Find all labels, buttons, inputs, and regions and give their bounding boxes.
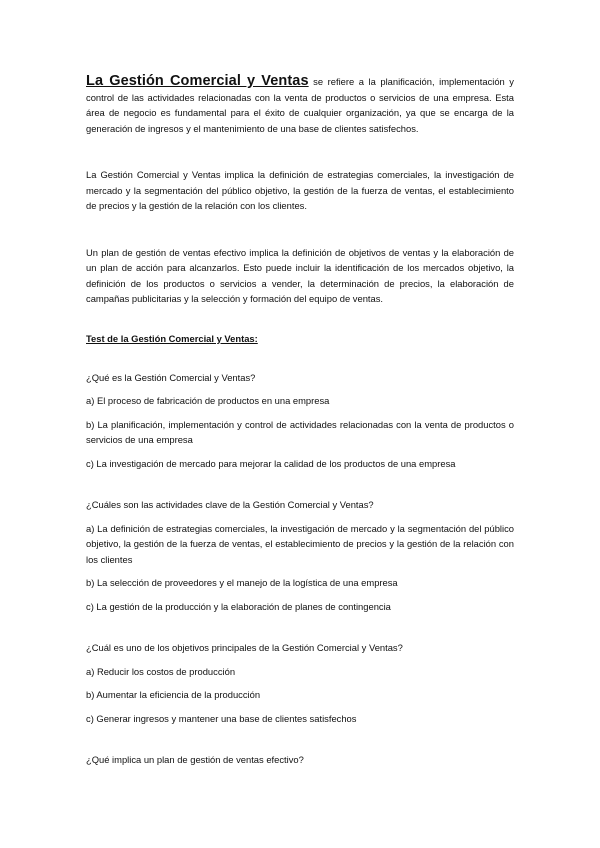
test-title: Test de la Gestión Comercial y Ventas: xyxy=(86,332,258,344)
question-1: ¿Qué es la Gestión Comercial y Ventas? xyxy=(86,371,256,383)
question-4: ¿Qué implica un plan de gestión de ventas efectivo? xyxy=(86,754,304,765)
question-2-option-b: b) La selección de proveedores y el manejo de la logística de una empresa xyxy=(86,577,398,588)
intro-paragraph xyxy=(86,74,514,136)
question-1-option-a: a) El proceso de fabricación de productos en una empresa xyxy=(86,395,330,406)
document-title: La Gestión Comercial y Ventas xyxy=(86,73,309,89)
intro-text: se refiere a la planificación, implementación y control de las actividades relacionadas con la venta de productos o servicios de una empresa. Esta área de negocio es fundamental para el éxito de cualquier organización, ya que se encarga de la generación de ingresos y el mantenimiento de una base de clientes satisfechos. xyxy=(86,76,514,134)
question-3-option-c: c) Generar ingresos y mantener una base de clientes satisfechos xyxy=(86,712,357,724)
question-3-option-a: a) Reducir los costos de producción xyxy=(86,665,236,677)
paragraph-3: Un plan de gestión de ventas efectivo implica la definición de objetivos de ventas y la elaboración de un plan de acción para alcanzarlos. Esto puede incluir la identificación de los mercados objetivo, la definición de los productos o servicios a vender, la determinación de precios, la elaboración de campañas publicitarias y la selección y formación del equipo de ventas. xyxy=(86,246,514,304)
question-2-option-c: c) La gestión de la producción y la elaboración de planes de contingencia xyxy=(86,600,391,612)
question-3: ¿Cuál es uno de los objetivos principales de la Gestión Comercial y Ventas? xyxy=(86,642,403,653)
question-1-option-b: b) La planificación, implementación y control de actividades relacionadas con la venta de productos o servicios de una empresa xyxy=(86,418,514,445)
question-3-option-b: b) Aumentar la eficiencia de la producción xyxy=(86,689,261,700)
question-2-option-a: a) La definición de estrategias comerciales, la investigación de mercado y la segmentación del público objetivo, la gestión de la fuerza de ventas, el establecimiento de precios y la gestión de la relación con los clientes xyxy=(86,522,514,565)
document-page xyxy=(86,74,514,768)
question-2: ¿Cuáles son las actividades clave de la Gestión Comercial y Ventas? xyxy=(86,499,374,510)
question-1-option-c: c) La investigación de mercado para mejorar la calidad de los productos de una empresa xyxy=(86,457,456,469)
paragraph-2: La Gestión Comercial y Ventas implica la definición de estrategias comerciales, la investigación de mercado y la segmentación del público objetivo, la gestión de la fuerza de ventas, el establecimiento de precios y la gestión de la relación con los clientes. xyxy=(86,169,514,211)
